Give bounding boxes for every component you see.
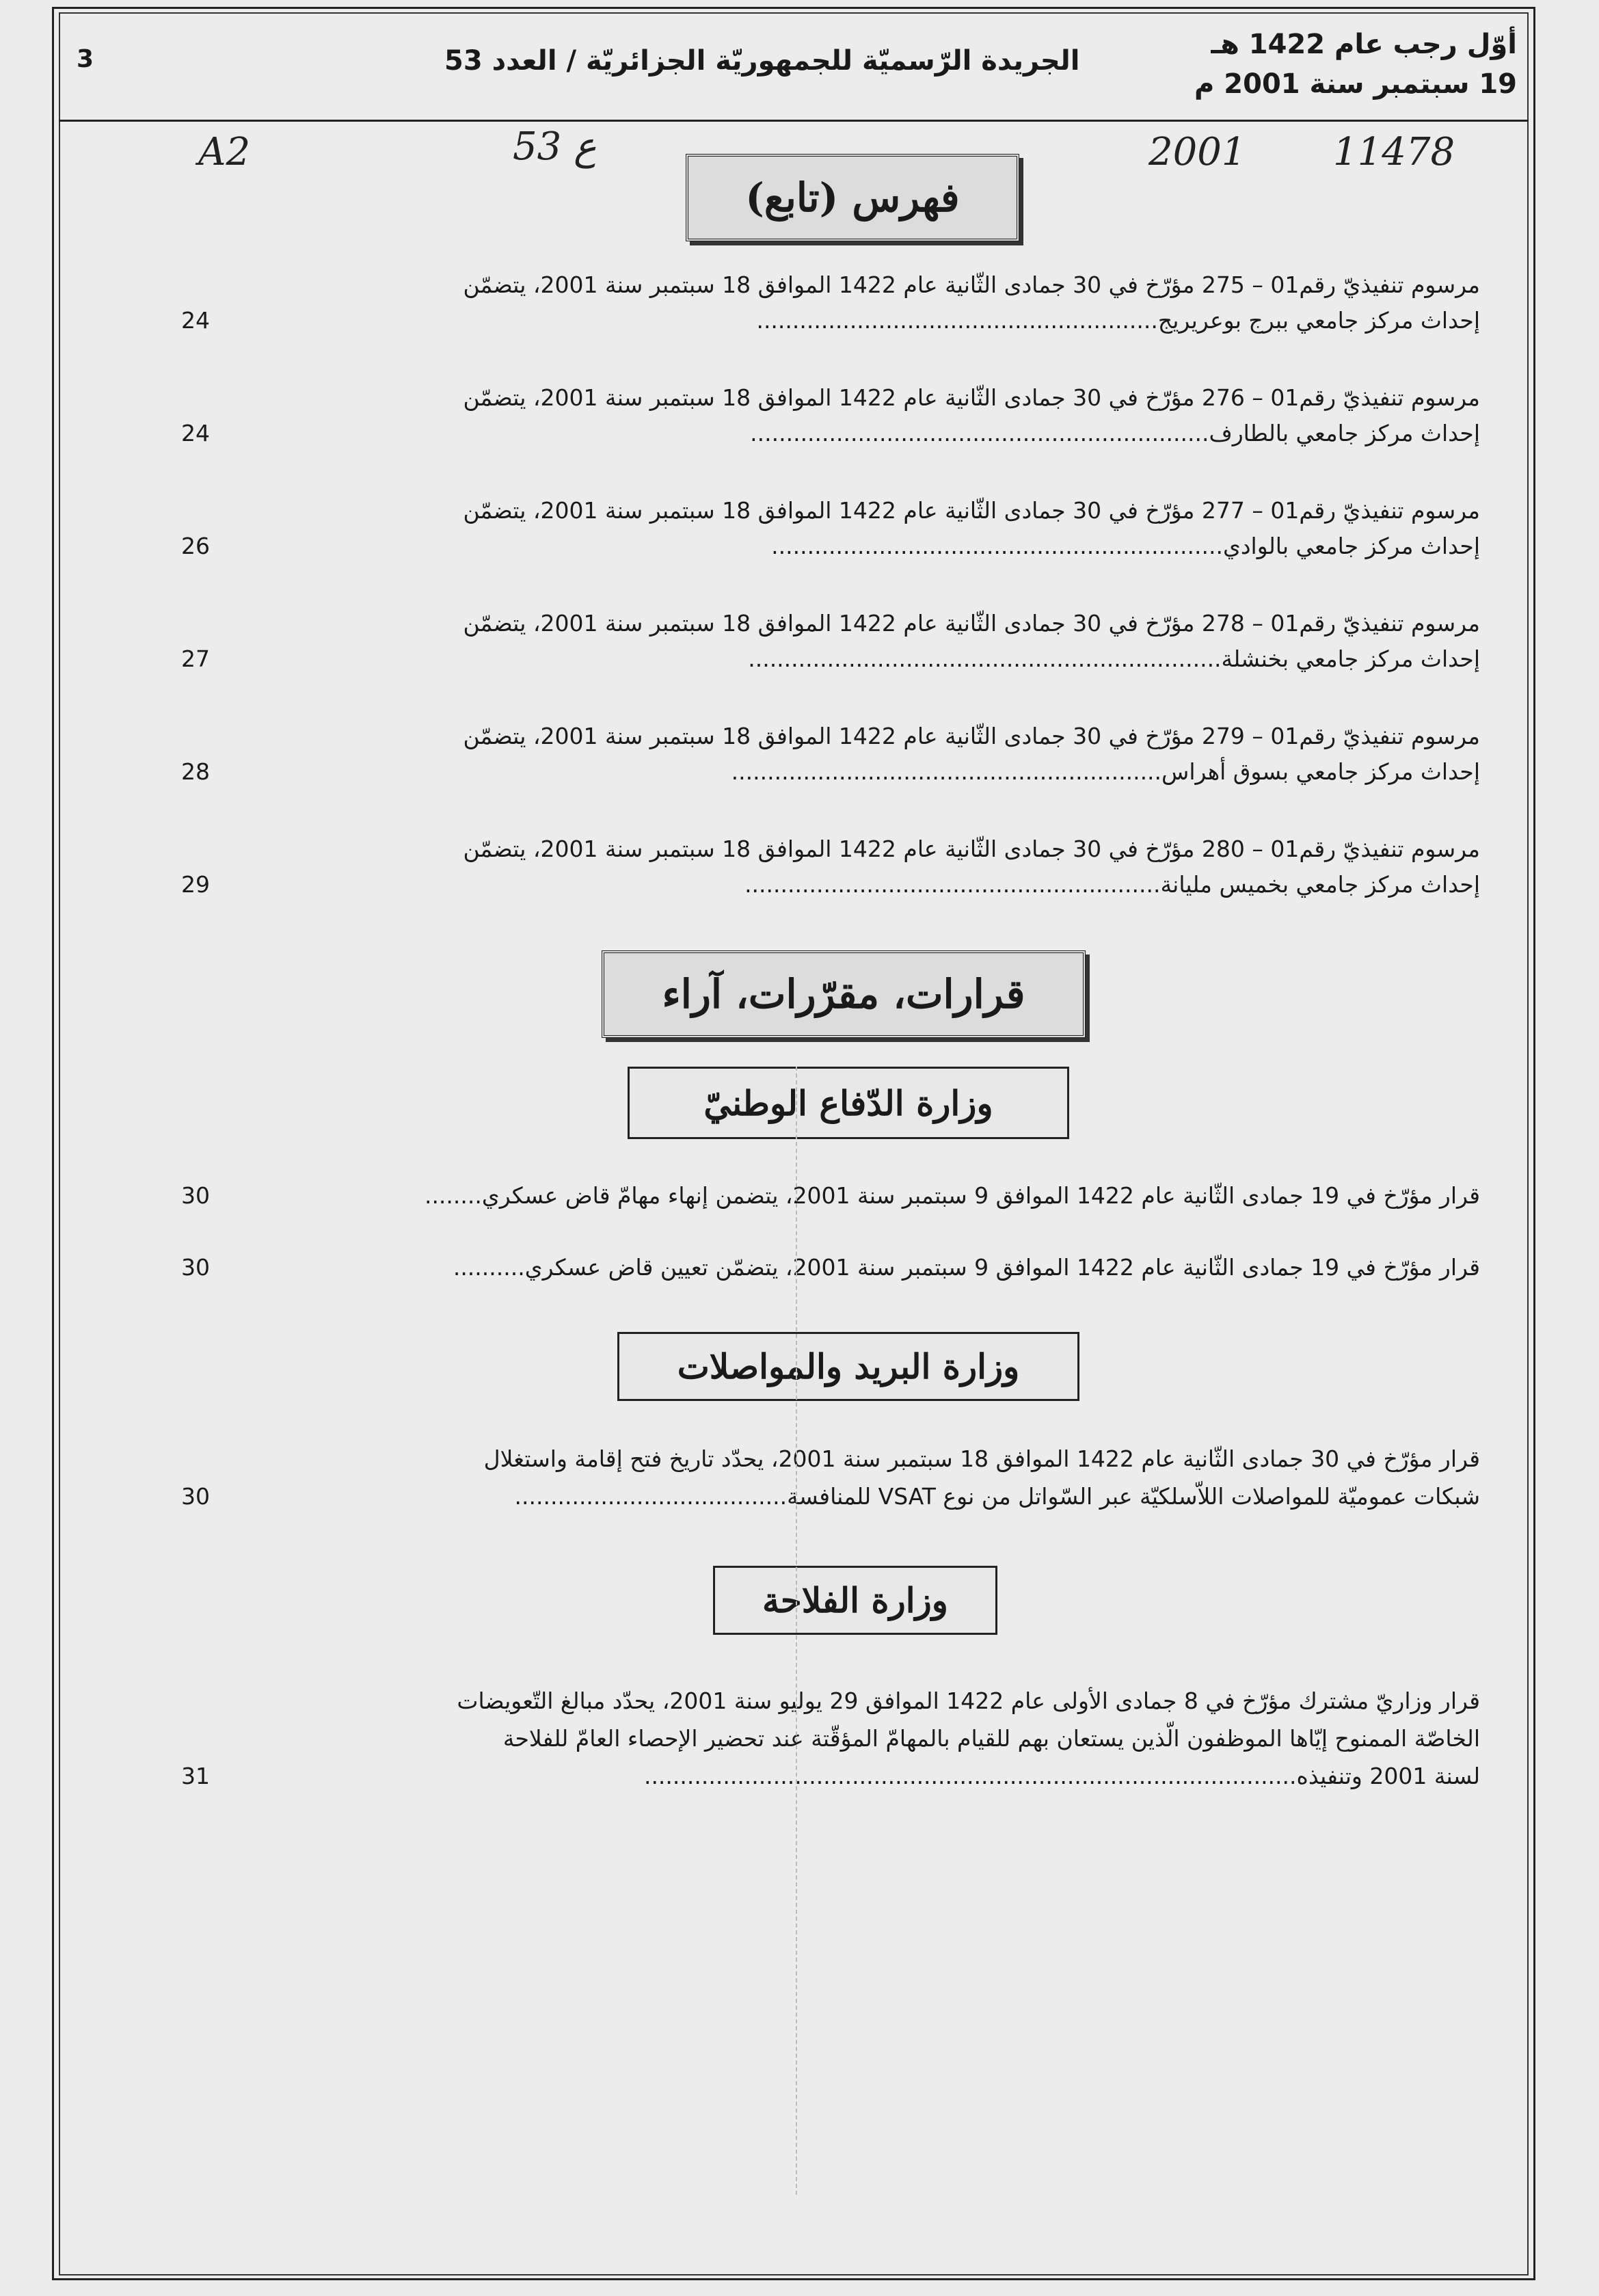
post-ministry-heading: وزارة البريد والمواصلات: [617, 1332, 1079, 1401]
entry-line: الخاصّة الممنوح إيّاها الموظفون الّذين يستعان بهم للقيام بالمهامّ المؤقّتة عند تحضير الإحصاء العامّ للفلاحة: [502, 1725, 1480, 1752]
entry-line: [771, 531, 1480, 561]
entry-page-number: 24: [181, 420, 210, 446]
entry-page-number: 24: [181, 307, 210, 334]
entry-line: مرسوم تنفيذيّ رقم01 – 277 مؤرّخ في 30 جمادى الثّانية عام 1422 الموافق 18 سبتمبر سنة 2001، يتضمّن: [463, 497, 1480, 524]
page-number: 3: [77, 45, 94, 73]
entry-title: لسنة 2001 وتنفيذه: [1296, 1763, 1480, 1789]
page-border-inner: [59, 12, 1529, 2275]
entry-line: [750, 418, 1480, 449]
leader-dots: ..................................................................: [748, 645, 1222, 672]
leader-dots: ..........................................................: [744, 871, 1161, 898]
hijri-date: أوّل رجب عام 1422 هـ: [1211, 29, 1517, 60]
entry-title: قرار مؤرّخ في 19 جمادى الثّانية عام 1422 الموافق 9 سبتمبر سنة 2001، يتضمن إنهاء مهامّ قاض عسكري: [481, 1182, 1480, 1209]
entry-page-number: 30: [181, 1254, 210, 1281]
entry-title: إحداث مركز جامعي بالطارف: [1209, 420, 1480, 446]
leader-dots: ........................................................: [756, 307, 1158, 334]
entry-title: شبكات عموميّة للمواصلات اللاّسلكيّة عبر السّواتل من نوع VSAT للمنافسة: [787, 1483, 1480, 1510]
entry-page-number: 30: [181, 1182, 210, 1209]
entry-page-number: 28: [181, 758, 210, 785]
handwritten-note: 2001: [1148, 130, 1246, 174]
leader-dots: ........: [424, 1182, 482, 1209]
handwritten-note: A2: [198, 130, 251, 174]
bleed-through-column-rule: [796, 1067, 797, 2195]
agriculture-ministry-heading: وزارة الفلاحة: [713, 1566, 997, 1635]
leader-dots: ............................................................: [731, 758, 1162, 785]
handwritten-note: 53 ع: [513, 124, 597, 169]
entry-line: [644, 1761, 1480, 1791]
entry-title: إحداث مركز جامعي ببرج بوعريريج: [1157, 307, 1480, 334]
handwritten-note: 11478: [1333, 130, 1455, 174]
entry-line: [731, 757, 1480, 787]
gregorian-date: 19 سبتمبر سنة 2001 م: [1194, 68, 1517, 100]
leader-dots: ................................................................: [750, 420, 1209, 446]
defense-ministry-heading: وزارة الدّفاع الوطنيّ: [628, 1067, 1069, 1139]
entry-title: إحداث مركز جامعي بخنشلة: [1221, 645, 1480, 672]
entry-page-number: 27: [181, 645, 210, 672]
decisions-title: قرارات، مقرّرات، آراء: [602, 950, 1086, 1038]
leader-dots: ...........................................................................................: [643, 1763, 1297, 1789]
entry-line: مرسوم تنفيذيّ رقم01 – 278 مؤرّخ في 30 جمادى الثّانية عام 1422 الموافق 18 سبتمبر سنة 2001، يتضمّن: [463, 610, 1480, 637]
leader-dots: ..........: [453, 1254, 525, 1281]
index-title: فهرس (تابع): [686, 154, 1019, 241]
journal-title: الجريدة الرّسميّة للجمهوريّة الجزائريّة / العدد 53: [444, 45, 1080, 77]
entry-line: قرار وزاريّ مشترك مؤرّخ في 8 جمادى الأولى عام 1422 الموافق 29 يوليو سنة 2001، يحدّد مبالغ التّعويضات: [457, 1687, 1480, 1714]
entry-title: قرار مؤرّخ في 19 جمادى الثّانية عام 1422 الموافق 9 سبتمبر سنة 2001، يتضمّن تعيين قاض عسكري: [524, 1254, 1480, 1281]
entry-title: إحداث مركز جامعي بالوادي: [1223, 533, 1480, 559]
entry-line: [425, 1181, 1480, 1211]
entry-page-number: 29: [181, 871, 210, 898]
entry-line: مرسوم تنفيذيّ رقم01 – 279 مؤرّخ في 30 جمادى الثّانية عام 1422 الموافق 18 سبتمبر سنة 2001، يتضمّن: [463, 723, 1480, 749]
leader-dots: ...............................................................: [771, 533, 1223, 559]
leader-dots: ......................................: [514, 1483, 788, 1510]
entry-line: مرسوم تنفيذيّ رقم01 – 275 مؤرّخ في 30 جمادى الثّانية عام 1422 الموافق 18 سبتمبر سنة 2001، يتضمّن: [463, 271, 1480, 298]
entry-page-number: 30: [181, 1483, 210, 1510]
entry-line: قرار مؤرّخ في 30 جمادى الثّانية عام 1422 الموافق 18 سبتمبر سنة 2001، يحدّد تاريخ فتح إقامة واستغلال: [483, 1445, 1480, 1472]
entry-line: مرسوم تنفيذيّ رقم01 – 280 مؤرّخ في 30 جمادى الثّانية عام 1422 الموافق 18 سبتمبر سنة 2001، يتضمّن: [463, 836, 1480, 862]
entry-page-number: 31: [181, 1763, 210, 1789]
entry-line: [453, 1253, 1480, 1283]
header-rule: [59, 120, 1529, 122]
entry-title: إحداث مركز جامعي بخميس مليانة: [1160, 871, 1480, 898]
entry-line: [748, 644, 1480, 674]
entry-line: [744, 870, 1480, 900]
entry-line: مرسوم تنفيذيّ رقم01 – 276 مؤرّخ في 30 جمادى الثّانية عام 1422 الموافق 18 سبتمبر سنة 2001، يتضمّن: [463, 384, 1480, 411]
entry-line: [515, 1482, 1480, 1512]
entry-line: [756, 306, 1480, 336]
entry-page-number: 26: [181, 533, 210, 559]
entry-title: إحداث مركز جامعي بسوق أهراس: [1161, 758, 1480, 785]
